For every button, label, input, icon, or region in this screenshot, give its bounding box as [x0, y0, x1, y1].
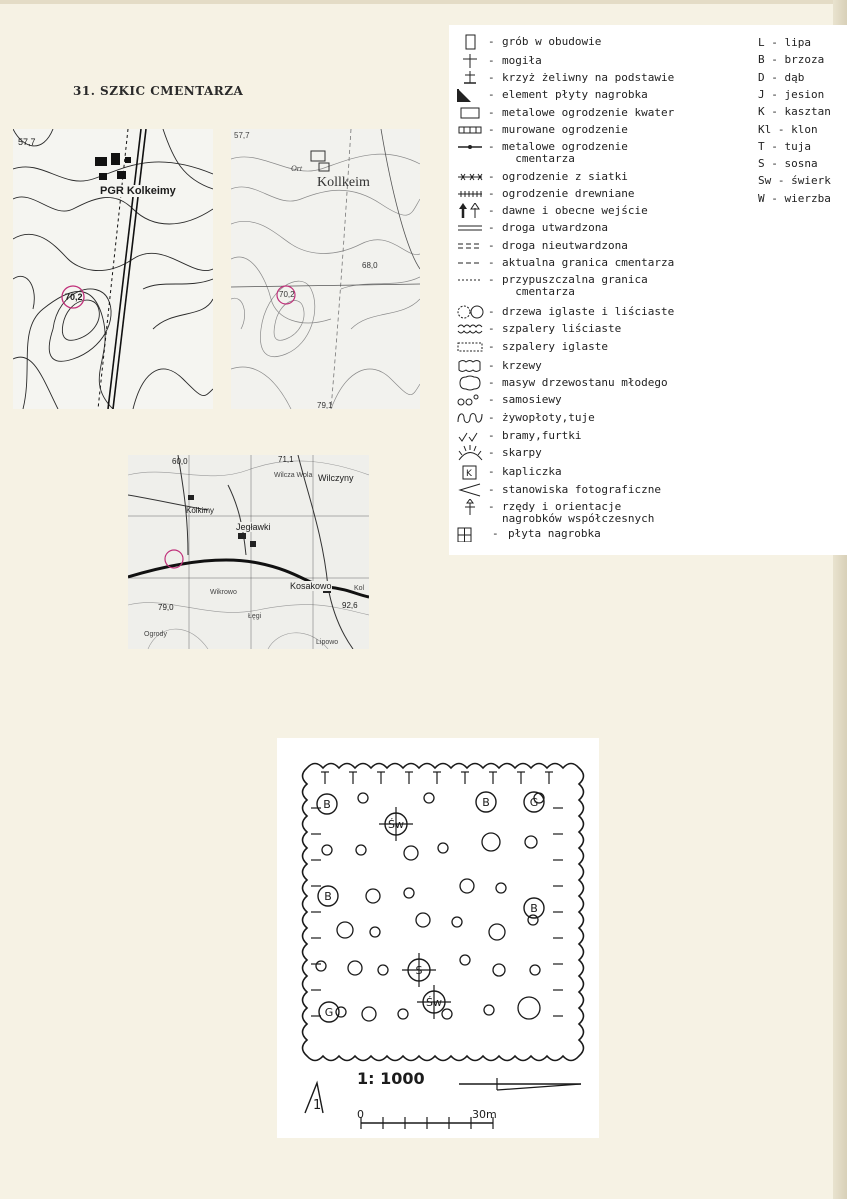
legend-label: kapliczka — [502, 465, 562, 478]
map3-label-13: Kol — [354, 585, 365, 592]
tree-circle — [348, 961, 362, 975]
shrubs-icon — [456, 358, 484, 374]
map3-label-3: Wilcza Wola — [274, 472, 313, 479]
g-tree-label: G — [529, 796, 539, 809]
tree-name: brzoza — [784, 53, 825, 67]
tree-name: lipa — [784, 36, 811, 49]
map1-height-marked: 70,2 — [65, 292, 83, 302]
tree-dash: - — [764, 70, 785, 84]
map2-ort: Ort — [291, 164, 303, 173]
tree-circle — [424, 793, 434, 803]
legend-label: rzędy i orientacje nagrobków współczesnych — [502, 500, 655, 525]
entrance-arrows-icon — [456, 203, 484, 219]
map3-label-7: Wikrowo — [210, 589, 237, 596]
tree-key-b — [758, 53, 824, 66]
tree-code: S — [758, 157, 765, 171]
legend-dash: - — [488, 483, 495, 496]
topo-map-2 — [231, 129, 420, 409]
map1-height-a: 57,7 — [18, 137, 36, 147]
map2-height-b: 68,0 — [362, 261, 378, 270]
north-label: 1 — [313, 1098, 322, 1113]
tree-circle — [378, 965, 388, 975]
tree-code: Sw — [758, 174, 772, 188]
legend-label: drzewa iglaste i liściaste — [502, 305, 675, 318]
tree-circle — [358, 793, 368, 803]
tree-code: Kl — [758, 122, 772, 136]
map1-place-label: PGR Kolkeimy — [100, 185, 176, 197]
conifer-row-icon — [456, 339, 484, 355]
map3-label-9: 92,6 — [342, 601, 358, 610]
topo-map-3 — [128, 455, 369, 649]
cemetery-sketch — [277, 738, 599, 1138]
topo-map-1 — [13, 129, 213, 409]
tree-circle — [489, 924, 505, 940]
tree-circle — [322, 845, 332, 855]
legend-label: bramy,furtki — [502, 429, 582, 442]
tree-circle — [493, 964, 505, 976]
legend-dash: - — [488, 88, 495, 101]
tree-name: wierzba — [784, 191, 831, 205]
tree-circle — [337, 922, 353, 938]
tree-key-s — [758, 157, 818, 170]
legend-dash: - — [488, 376, 495, 389]
legend-dash: - — [488, 359, 495, 372]
sketch-drawing — [277, 738, 599, 1138]
legend-label: ogrodzenie z siatki — [502, 170, 628, 183]
map2-contours — [231, 129, 420, 409]
map3-label-1: 71,1 — [278, 455, 294, 464]
tree-circle — [356, 845, 366, 855]
map2-height-a: 57,7 — [234, 131, 250, 140]
legend-dash: - — [488, 256, 495, 269]
tree-dash: - — [764, 87, 785, 101]
legend-dash: - — [492, 527, 499, 540]
unpaved-road-icon — [456, 238, 484, 254]
tree-name: jesion — [784, 87, 825, 101]
legend-label: szpalery liściaste — [502, 322, 622, 335]
tree-key-k — [758, 105, 831, 118]
legend-dash: - — [488, 35, 495, 48]
legend-dash: - — [488, 71, 495, 84]
actual-boundary-icon — [456, 255, 484, 271]
pine-tree-label: S — [415, 964, 423, 977]
legend-dash: - — [488, 465, 495, 478]
svg-text:K: K — [466, 469, 472, 479]
legend-dash: - — [488, 393, 495, 406]
deciduous-row-icon — [456, 321, 484, 337]
map3-label-12: Lipowo — [316, 639, 339, 646]
self-seeding-icon — [456, 392, 484, 408]
tree-code: B — [758, 53, 765, 67]
tree-circle — [525, 836, 537, 848]
page-title: 31. SZKIC CMENTARZA — [73, 84, 244, 98]
grave-rows-icon — [456, 499, 484, 515]
legend-dash: - — [488, 140, 495, 153]
legend-label: murowane ogrodzenie — [502, 123, 628, 136]
legend-label: żywopłoty,tuje — [502, 411, 595, 424]
legend-label: metalowe ogrodzenie cmentarza — [502, 140, 628, 165]
tree-key-kl — [758, 123, 818, 136]
map2-height-c: 79,1 — [317, 401, 333, 409]
tree-name: tuja — [784, 139, 811, 153]
scale-bar-start: 0 — [357, 1108, 364, 1121]
tree-code: W — [758, 191, 765, 205]
map3-label-4: Kolkimy — [186, 506, 215, 515]
legend-label: droga nieutwardzona — [502, 239, 628, 252]
tree-circle — [316, 961, 326, 971]
legend-dash: - — [488, 446, 495, 459]
hedges-icon — [456, 410, 484, 426]
tree-circle — [416, 913, 430, 927]
legend-dash: - — [488, 500, 495, 513]
legend-label: dawne i obecne wejście — [502, 204, 648, 217]
legend-label: stanowiska fotograficzne — [502, 483, 661, 496]
tree-key-j — [758, 88, 824, 101]
legend-label: metalowe ogrodzenie kwater — [502, 106, 675, 119]
tree-dash: - — [771, 122, 792, 136]
birch-tree-label: B — [530, 902, 538, 915]
legend-label: przypuszczalna granica cmentarza — [502, 273, 648, 298]
tree-dash: - — [764, 157, 785, 171]
g-tree-label: G — [324, 1006, 334, 1019]
mesh-fence-icon — [456, 169, 484, 185]
tomb-slab-icon — [450, 526, 478, 542]
grave-enclosure-icon — [456, 34, 484, 50]
tree-dash: - — [764, 105, 785, 119]
legend-label: krzyż żeliwny na podstawie — [502, 71, 675, 84]
legend-label: droga utwardzona — [502, 221, 608, 234]
brick-fence-icon — [456, 122, 484, 138]
legend-dash: - — [488, 170, 495, 183]
tree-key-w — [758, 192, 831, 205]
tree-key-l — [758, 36, 811, 49]
legend-dash: - — [488, 322, 495, 335]
tree-circle — [438, 843, 448, 853]
tree-code: J — [758, 87, 765, 101]
legend-label: szpalery iglaste — [502, 340, 608, 353]
map3-label-6: Kosakowo — [290, 581, 332, 591]
iron-cross-icon — [456, 70, 484, 86]
tree-dash: - — [764, 36, 785, 49]
metal-fence-plot-icon — [456, 105, 484, 121]
young-stand-icon — [456, 375, 484, 391]
spruce-tree-label: Św — [388, 818, 404, 831]
tree-circle — [398, 1009, 408, 1019]
tree-circle — [336, 1007, 346, 1017]
tree-dash: - — [764, 139, 785, 153]
tree-key-d — [758, 71, 804, 84]
tree-circle — [530, 965, 540, 975]
tree-circle — [370, 927, 380, 937]
tree-circle — [496, 883, 506, 893]
birch-tree-label: B — [323, 798, 331, 811]
legend-dash: - — [488, 54, 495, 67]
legend-dash: - — [488, 221, 495, 234]
tree-circle — [366, 889, 380, 903]
tree-name: klon — [791, 122, 818, 136]
tree-circle — [518, 997, 540, 1019]
tree-dash: - — [764, 191, 785, 205]
tree-code: K — [758, 105, 765, 119]
legend-dash: - — [488, 239, 495, 252]
tree-circle — [482, 833, 500, 851]
tree-circle — [404, 846, 418, 860]
trees-icon — [456, 304, 484, 320]
slab-element-icon — [456, 87, 484, 103]
legend-label: krzewy — [502, 359, 542, 372]
legend-label: samosiewy — [502, 393, 562, 406]
legend-dash: - — [488, 429, 495, 442]
page-edge-top — [0, 0, 847, 4]
birch-tree-label: B — [324, 890, 332, 903]
tree-circle — [452, 917, 462, 927]
legend-label: grób w obudowie — [502, 35, 602, 48]
tree-circle — [404, 888, 414, 898]
metal-fence-icon — [456, 139, 484, 155]
map3-label-8: 79,0 — [158, 603, 174, 612]
tree-dash: - — [771, 174, 792, 188]
tree-code: L — [758, 36, 765, 49]
legend-label: mogiła — [502, 54, 542, 67]
tree-circle — [442, 1009, 452, 1019]
chapel-icon — [456, 464, 484, 480]
tree-circle — [460, 955, 470, 965]
map2-height-marked: 70,2 — [279, 290, 295, 299]
map1-contours — [13, 129, 213, 409]
birch-tree-label: B — [482, 796, 490, 809]
legend-dash: - — [488, 106, 495, 119]
tree-name: kasztan — [784, 105, 831, 119]
legend-dash: - — [488, 273, 495, 286]
legend-label: element płyty nagrobka — [502, 88, 648, 101]
legend-label: masyw drzewostanu młodego — [502, 376, 668, 389]
tree-circle — [460, 879, 474, 893]
tree-circle — [362, 1007, 376, 1021]
tree-dash: - — [764, 53, 785, 67]
legend-dash: - — [488, 187, 495, 200]
scale-bar-end: 30m — [472, 1108, 497, 1121]
legend-dash: - — [488, 123, 495, 136]
scale-text: 1: 1000 — [357, 1069, 425, 1088]
tree-code: T — [758, 139, 765, 153]
legend-label: skarpy — [502, 446, 542, 459]
tree-name: dąb — [784, 70, 805, 84]
tree-key-t — [758, 140, 811, 153]
map3-label-10: Łęgi — [248, 613, 262, 620]
legend-dash: - — [488, 305, 495, 318]
legend-label: ogrodzenie drewniane — [502, 187, 635, 200]
spruce-tree-label: Św — [426, 996, 442, 1009]
mound-cross-icon — [456, 53, 484, 69]
gates-icon — [456, 428, 484, 444]
legend-dash: - — [488, 340, 495, 353]
presumed-boundary-icon — [456, 272, 484, 288]
paved-road-icon — [456, 220, 484, 236]
legend-label: płyta nagrobka — [508, 527, 601, 540]
photo-position-icon — [456, 482, 484, 498]
escarpment-icon — [456, 445, 484, 461]
tree-name: sosna — [784, 157, 818, 171]
scale-wedge-slope — [497, 1084, 581, 1090]
map3-label-0: 60,0 — [172, 457, 188, 466]
tree-name: świerk — [791, 174, 831, 188]
legend-dash: - — [488, 411, 495, 424]
legend-label: aktualna granica cmentarza — [502, 256, 675, 269]
tree-circle — [484, 1005, 494, 1015]
map3-label-11: Ogrody — [144, 631, 167, 638]
map3-label-5: Jegławki — [236, 522, 271, 532]
tree-code: D — [758, 70, 765, 84]
map3-label-2: Wilczyny — [318, 473, 354, 483]
map2-place-label: Kollkeim — [317, 175, 370, 190]
wooden-fence-icon — [456, 186, 484, 202]
tree-key-sw — [758, 174, 831, 187]
legend-dash: - — [488, 204, 495, 217]
